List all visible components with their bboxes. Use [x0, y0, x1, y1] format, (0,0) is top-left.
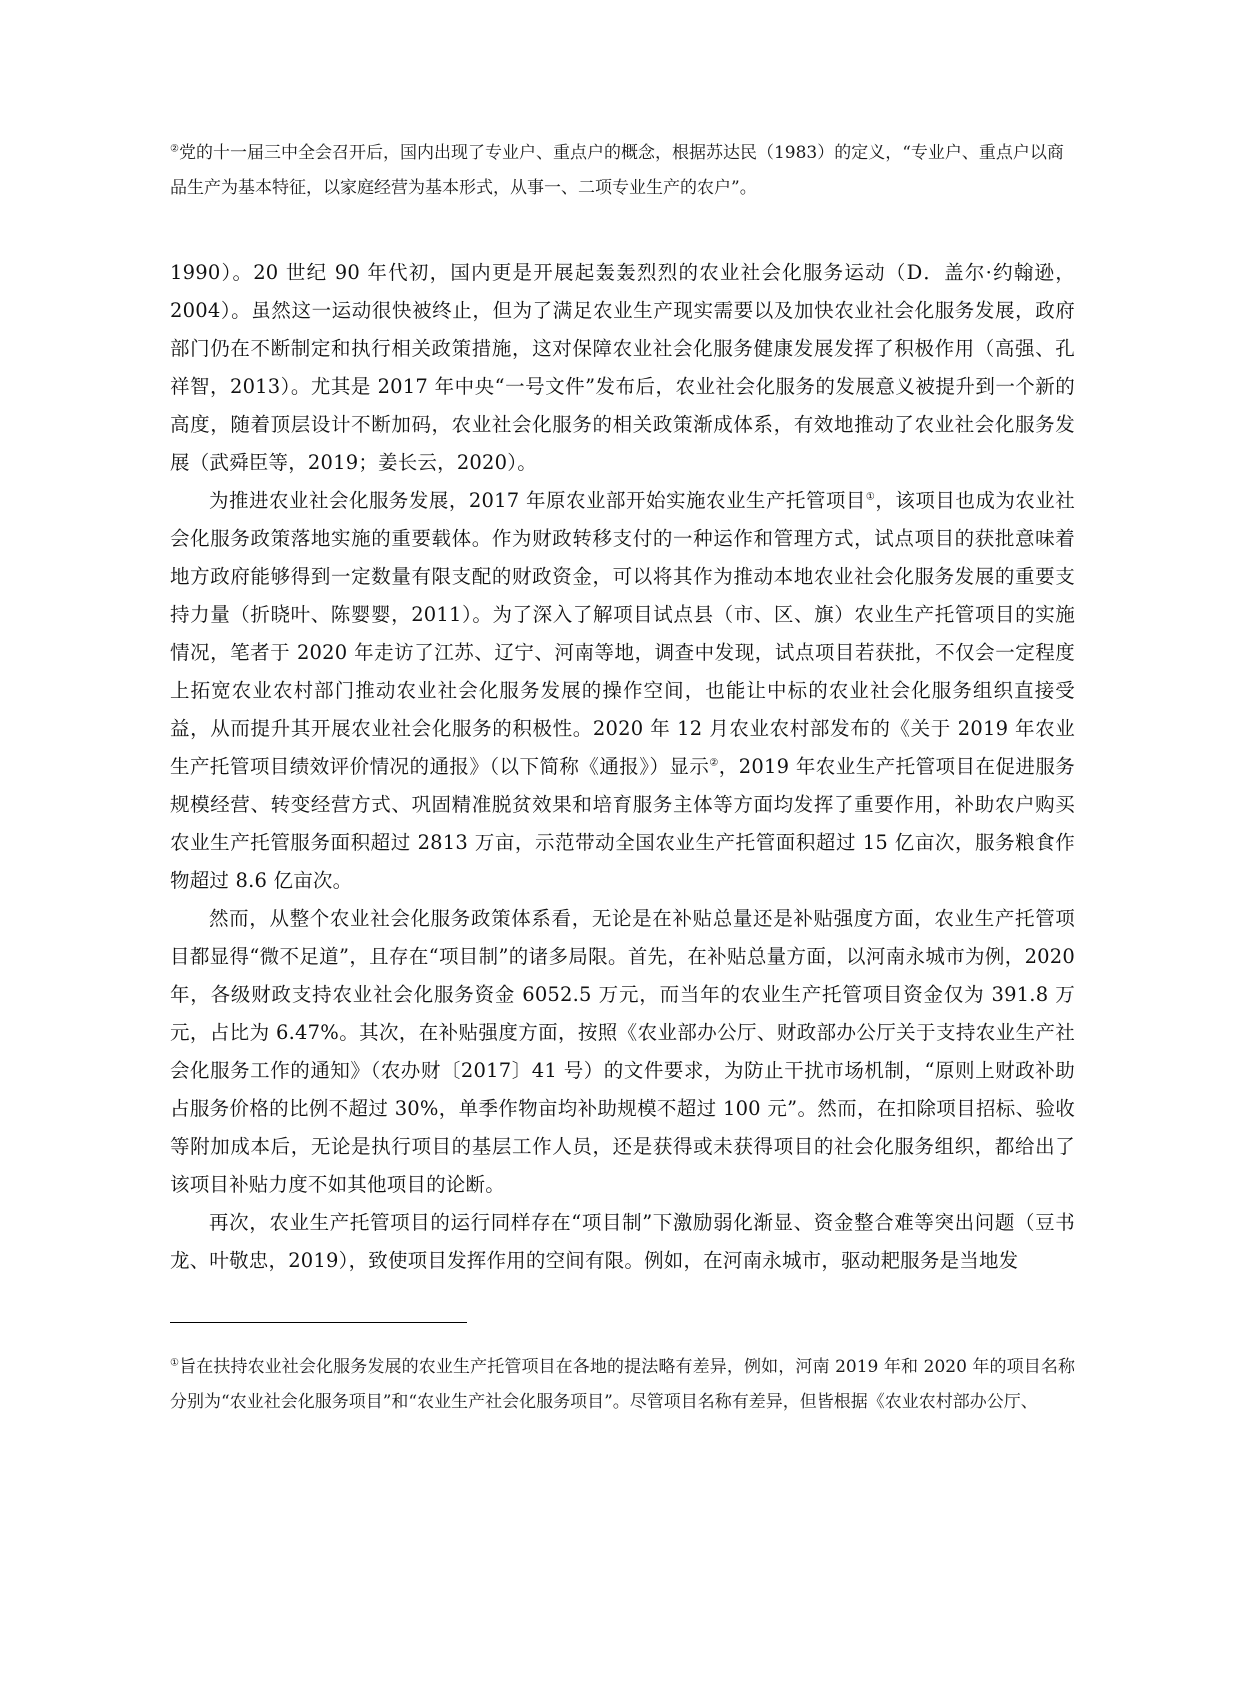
paragraph-2-part-b: ，该项目也成为农业社会化服务政策落地实施的重要载体。作为财政转移支付的一种运作和管理方式，试点项目的获批意味着地方政府能够得到一定数量有限支配的财政资金，可以将其作为推动本地农业社会化服务发展的重要支持力量（折晓叶、陈婴婴，2011）。为了深入了解项目试点县（市、区、旗）农业生产托管项目的实施情况，笔者于 2020 年走访了江苏、辽宁、河南等地，调查中发现，试点项目若获批，不仅会一定程度上拓宽农业农村部门推动农业社会化服务发展的操作空间，也能让中标的农业社会化服务组织直接受益，从而提升其开展农业社会化服务的积极性。2020 年 12 月农业农村部发布的《关于 2019 年农业生产托管项目绩效评价情况的通报》（以下简称《通报》）显示 [170, 489, 1075, 778]
footnote-separator [170, 1322, 467, 1323]
footnote-bottom [170, 1350, 1075, 1420]
paragraph-2 [170, 482, 1075, 900]
footnote-ref-1: ① [865, 491, 876, 503]
footnote-text: 党的十一届三中全会召开后，国内出现了专业户、重点户的概念，根据苏达民（1983）的定义，“专业户、重点户以商品生产为基本特征，以家庭经营为基本形式，从事一、二项专业生产的农户”。 [170, 143, 1064, 198]
footnote-marker: ② [170, 143, 179, 155]
paragraph-2-part-c: ，2019 年农业生产托管项目在促进服务规模经营、转变经营方式、巩固精准脱贫效果和培育服务主体等方面均发挥了重要作用，补助农户购买农业生产托管服务面积超过 2813 万亩，示范带动全国农业生产托管面积超过 15 亿亩次，服务粮食作物超过 8.6 亿亩次。 [170, 755, 1076, 892]
footnote-marker: ① [170, 1357, 180, 1369]
paragraph-4: 再次，农业生产托管项目的运行同样存在“项目制”下激励弱化渐显、资金整合难等突出问题（豆书龙、叶敬忠，2019），致使项目发挥作用的空间有限。例如，在河南永城市，驱动耙服务是当地发 [170, 1211, 1075, 1272]
footnote-top [170, 136, 1075, 206]
paragraph-2-part-a: 为推进农业社会化服务发展，2017 年原农业部开始实施农业生产托管项目 [209, 489, 866, 512]
paragraph-1: 1990）。20 世纪 90 年代初，国内更是开展起轰轰烈烈的农业社会化服务运动（D．盖尔·约翰逊， 2004）。虽然这一运动很快被终止，但为了满足农业生产现实需要以及加快农业社会化服务发展，政府部门仍在不断制定和执行相关政策措施，这对保障农业社会化服务健康发展发挥了积极作用（高强、孔祥智，2013）。尤其是 2017 年中央“一号文件”发布后，农业社会化服务的发展意义被提升到一个新的高度，随着顶层设计不断加码，农业社会化服务的相关政策渐成体系，有效地推动了农业社会化服务发展（武舜臣等，2019；姜长云，2020）。 [170, 261, 1075, 474]
paragraph-3: 然而，从整个农业社会化服务政策体系看，无论是在补贴总量还是补贴强度方面，农业生产托管项目都显得“微不足道”，且存在“项目制”的诸多局限。首先，在补贴总量方面，以河南永城市为例，2020 年，各级财政支持农业社会化服务资金 6052.5 万元，而当年的农业生产托管项目资金仅为 391.8 万元，占比为 6.47%。其次，在补贴强度方面，按照《农业部办公厅、财政部办公厅关于支持农业生产社会化服务工作的通知》（农办财〔2017〕41 号）的文件要求，为防止干扰市场机制，“原则上财政补助占服务价格的比例不超过 30%，单季作物亩均补助规模不超过 100 元”。然而，在扣除项目招标、验收等附加成本后，无论是执行项目的基层工作人员，还是获得或未获得项目的社会化服务组织，都给出了该项目补贴力度不如其他项目的论断。 [170, 907, 1075, 1196]
footnote-text: 旨在扶持农业社会化服务发展的农业生产托管项目在各地的提法略有差异，例如，河南 2019 年和 2020 年的项目名称分别为“农业社会化服务项目”和“农业生产社会化服务项目”。尽管项目名称有差异，但皆根据《农业农村部办公厅、 [170, 1357, 1076, 1412]
main-body [170, 254, 1075, 1280]
footnote-ref-2: ② [709, 757, 719, 769]
